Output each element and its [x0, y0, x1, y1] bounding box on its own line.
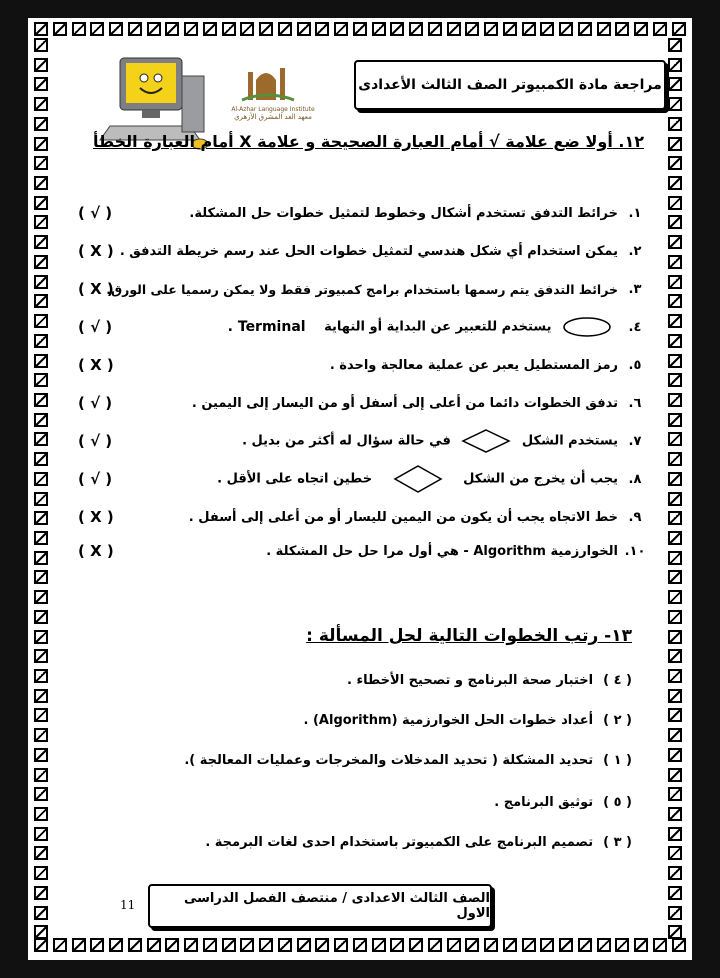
border-square-icon — [668, 77, 682, 91]
border-square-icon — [34, 393, 48, 407]
border-square-icon — [34, 294, 48, 308]
border-square-icon — [34, 590, 48, 604]
border-square-icon — [372, 22, 386, 36]
border-square-icon — [428, 22, 442, 36]
answer-mark: ( √ ) — [78, 394, 113, 412]
border-square-icon — [315, 22, 329, 36]
order-number: ( ٣ ) — [603, 834, 632, 850]
border-square-icon — [34, 97, 48, 111]
border-square-icon — [672, 22, 686, 36]
order-row — [494, 788, 632, 816]
decision-diamond-icon — [393, 464, 443, 494]
border-square-icon — [297, 22, 311, 36]
border-square-icon — [34, 334, 48, 348]
order-row — [205, 828, 632, 856]
answer-mark: ( X ) — [78, 280, 114, 298]
border-square-icon — [34, 866, 48, 880]
order-number: ( ٤ ) — [603, 672, 632, 688]
border-square-icon — [34, 846, 48, 860]
border-square-icon — [668, 787, 682, 801]
border-square-icon — [668, 137, 682, 151]
border-square-icon — [668, 235, 682, 249]
question-row — [68, 350, 652, 380]
border-square-icon — [147, 22, 161, 36]
border-square-icon — [109, 938, 123, 952]
border-square-icon — [615, 22, 629, 36]
border-square-icon — [34, 630, 48, 644]
border-square-icon — [240, 938, 254, 952]
border-square-icon — [668, 156, 682, 170]
question-row — [68, 388, 652, 418]
question-text: خرائط التدفق يتم رسمها باستخدام برامج كمبيوتر فقط ولا يمكن رسميا على الورق. — [106, 281, 618, 297]
border-square-icon — [668, 354, 682, 368]
border-square-icon — [90, 22, 104, 36]
border-square-icon — [372, 938, 386, 952]
question-row — [68, 198, 652, 228]
border-square-icon — [503, 22, 517, 36]
border-square-icon — [668, 610, 682, 624]
footer-box — [148, 884, 492, 928]
order-row — [184, 746, 632, 774]
border-top — [28, 22, 692, 40]
border-square-icon — [109, 22, 123, 36]
question-number: ١. — [628, 205, 642, 221]
border-square-icon — [34, 58, 48, 72]
page-title: مراجعة مادة الكمبيوتر الصف الثالث الأعدادى — [358, 77, 662, 93]
border-square-icon — [668, 275, 682, 289]
border-square-icon — [668, 255, 682, 269]
answer-mark: ( √ ) — [78, 318, 113, 336]
border-square-icon — [484, 938, 498, 952]
page-number: 11 — [120, 898, 136, 912]
border-square-icon — [34, 156, 48, 170]
border-square-icon — [34, 708, 48, 722]
question-number: ٦. — [628, 395, 642, 411]
border-square-icon — [672, 938, 686, 952]
border-square-icon — [597, 22, 611, 36]
border-square-icon — [409, 22, 423, 36]
border-square-icon — [34, 807, 48, 821]
border-square-icon — [315, 938, 329, 952]
decision-diamond-icon — [461, 428, 511, 454]
border-square-icon — [668, 551, 682, 565]
border-square-icon — [634, 22, 648, 36]
border-square-icon — [668, 294, 682, 308]
border-square-icon — [34, 570, 48, 584]
border-square-icon — [447, 938, 461, 952]
border-square-icon — [34, 669, 48, 683]
border-square-icon — [34, 255, 48, 269]
question-row — [68, 236, 652, 266]
border-square-icon — [147, 938, 161, 952]
border-square-icon — [34, 432, 48, 446]
order-text: أعداد خطوات الحل الخوارزمية (Algorithm) . — [303, 712, 594, 728]
border-square-icon — [668, 906, 682, 920]
order-row — [304, 706, 632, 734]
border-square-icon — [34, 413, 48, 427]
border-square-icon — [165, 938, 179, 952]
section1-number: ١٢. — [618, 132, 644, 151]
border-left — [34, 38, 52, 940]
question-text-part: يستخدم الشكل — [521, 433, 618, 449]
border-square-icon — [668, 827, 682, 841]
border-square-icon — [668, 531, 682, 545]
border-square-icon — [540, 22, 554, 36]
border-square-icon — [34, 649, 48, 663]
order-text: تصميم البرنامج على الكمبيوتر باستخدام احدى لغات البرمجة . — [205, 834, 594, 850]
border-square-icon — [668, 492, 682, 506]
border-square-icon — [34, 689, 48, 703]
border-square-icon — [34, 610, 48, 624]
question-text — [68, 316, 618, 338]
border-square-icon — [540, 938, 554, 952]
answer-mark: ( √ ) — [78, 470, 113, 488]
border-square-icon — [615, 938, 629, 952]
border-square-icon — [668, 689, 682, 703]
border-square-icon — [668, 334, 682, 348]
border-square-icon — [128, 22, 142, 36]
order-text: توثيق البرنامج . — [494, 794, 594, 810]
border-square-icon — [668, 748, 682, 762]
border-square-icon — [34, 314, 48, 328]
border-square-icon — [90, 938, 104, 952]
border-square-icon — [668, 117, 682, 131]
border-square-icon — [559, 22, 573, 36]
border-square-icon — [668, 196, 682, 210]
terminal-oval-icon — [562, 316, 612, 338]
footer-text: الصف الثالث الاعدادى / منتصف الفصل الدراسى الاول — [183, 891, 490, 921]
question-number: ٩. — [628, 509, 642, 525]
question-text — [68, 428, 618, 454]
border-square-icon — [34, 22, 48, 36]
border-square-icon — [668, 669, 682, 683]
question-text-part: في حالة سؤال له أكثر من بديل . — [242, 433, 451, 449]
border-square-icon — [447, 22, 461, 36]
question-row — [68, 312, 652, 342]
border-square-icon — [668, 708, 682, 722]
border-square-icon — [668, 590, 682, 604]
page-title-box — [354, 60, 666, 110]
border-square-icon — [72, 22, 86, 36]
border-square-icon — [34, 492, 48, 506]
border-square-icon — [522, 22, 536, 36]
mosque-icon — [218, 62, 328, 102]
border-square-icon — [668, 97, 682, 111]
border-square-icon — [34, 176, 48, 190]
border-bottom — [28, 938, 692, 956]
question-text: تدفق الخطوات دائما من أعلى إلى أسفل أو من اليسار إلى اليمين . — [191, 395, 618, 411]
question-number: ٥. — [628, 357, 642, 373]
border-square-icon — [390, 22, 404, 36]
answer-mark: ( X ) — [78, 508, 114, 526]
border-square-icon — [668, 176, 682, 190]
section2-heading: ١٣- رتب الخطوات التالية لحل المسألة : — [306, 626, 632, 646]
question-number: ٨. — [628, 471, 642, 487]
border-square-icon — [484, 22, 498, 36]
border-square-icon — [34, 275, 48, 289]
border-square-icon — [353, 22, 367, 36]
question-number: ٧. — [628, 433, 642, 449]
border-square-icon — [668, 630, 682, 644]
border-square-icon — [184, 22, 198, 36]
border-square-icon — [34, 38, 48, 52]
question-text: خرائط التدفق تستخدم أشكال وخطوط لتمثيل خطوات حل المشكلة. — [189, 205, 618, 221]
question-row — [68, 502, 652, 532]
border-square-icon — [522, 938, 536, 952]
question-number: ٢. — [628, 243, 642, 259]
border-square-icon — [222, 938, 236, 952]
border-square-icon — [259, 938, 273, 952]
answer-mark: ( √ ) — [78, 204, 113, 222]
border-square-icon — [409, 938, 423, 952]
border-square-icon — [53, 938, 67, 952]
border-square-icon — [34, 137, 48, 151]
question-number: ٣. — [628, 281, 642, 297]
border-square-icon — [34, 531, 48, 545]
border-square-icon — [34, 235, 48, 249]
question-row — [68, 536, 652, 566]
border-square-icon — [34, 938, 48, 952]
border-square-icon — [668, 215, 682, 229]
border-square-icon — [668, 866, 682, 880]
border-square-icon — [668, 846, 682, 860]
border-square-icon — [203, 22, 217, 36]
answer-mark: ( X ) — [78, 242, 114, 260]
border-square-icon — [653, 22, 667, 36]
border-square-icon — [668, 570, 682, 584]
institute-logo — [218, 62, 328, 122]
logo-text-en: Al-Azhar Language Institute — [231, 106, 315, 113]
border-square-icon — [34, 452, 48, 466]
border-square-icon — [668, 38, 682, 52]
question-text: رمز المستطيل يعبر عن عملية معالجة واحدة . — [329, 357, 618, 373]
border-square-icon — [278, 22, 292, 36]
question-text: خط الاتجاه يجب أن يكون من اليمين لليسار أو من أعلى إلى أسفل . — [188, 509, 618, 525]
border-square-icon — [668, 58, 682, 72]
border-square-icon — [128, 938, 142, 952]
question-text-part: Terminal . — [227, 318, 306, 335]
border-square-icon — [34, 117, 48, 131]
question-text: الخوارزمية Algorithm - هي أول مرا حل حل المشكلة . — [266, 543, 618, 559]
question-row — [68, 426, 652, 456]
border-square-icon — [634, 938, 648, 952]
border-square-icon — [34, 728, 48, 742]
border-square-icon — [34, 373, 48, 387]
border-square-icon — [668, 886, 682, 900]
border-square-icon — [240, 22, 254, 36]
question-text-part: يجب أن يخرج من الشكل — [463, 471, 618, 487]
border-square-icon — [668, 728, 682, 742]
border-square-icon — [278, 938, 292, 952]
border-square-icon — [668, 925, 682, 939]
question-text-part: خطين اتجاه على الأقل . — [217, 471, 373, 487]
border-square-icon — [668, 373, 682, 387]
border-square-icon — [34, 196, 48, 210]
question-text-part: يستخدم للتعبير عن البداية أو النهاية — [324, 319, 552, 335]
border-square-icon — [428, 938, 442, 952]
border-square-icon — [668, 452, 682, 466]
border-square-icon — [668, 807, 682, 821]
question-number: ١٠. — [624, 543, 646, 559]
border-square-icon — [578, 938, 592, 952]
question-text — [68, 464, 618, 494]
border-square-icon — [203, 938, 217, 952]
question-row — [68, 274, 652, 304]
order-number: ( ٢ ) — [603, 712, 632, 728]
border-square-icon — [465, 938, 479, 952]
question-text: يمكن استخدام أي شكل هندسي لتمثيل خطوات الحل عند رسم خريطة التدفق . — [119, 243, 618, 259]
answer-mark: ( X ) — [78, 356, 114, 374]
border-square-icon — [259, 22, 273, 36]
logo-text-ar: معهد الغد المشرق الأزهري — [234, 113, 312, 121]
question-row — [68, 464, 652, 494]
order-text: اختبار صحة البرنامج و تصحيح الأخطاء . — [346, 672, 594, 688]
border-square-icon — [184, 938, 198, 952]
border-square-icon — [34, 748, 48, 762]
question-number: ٤. — [628, 319, 642, 335]
border-square-icon — [578, 22, 592, 36]
border-square-icon — [222, 22, 236, 36]
border-square-icon — [34, 906, 48, 920]
border-square-icon — [503, 938, 517, 952]
border-square-icon — [34, 925, 48, 939]
border-square-icon — [72, 938, 86, 952]
border-square-icon — [668, 432, 682, 446]
answer-mark: ( √ ) — [78, 432, 113, 450]
border-square-icon — [34, 787, 48, 801]
border-square-icon — [34, 886, 48, 900]
order-number: ( ١ ) — [603, 752, 632, 768]
border-square-icon — [390, 938, 404, 952]
border-square-icon — [668, 393, 682, 407]
border-square-icon — [465, 22, 479, 36]
border-square-icon — [353, 938, 367, 952]
border-right — [668, 38, 686, 940]
border-square-icon — [34, 827, 48, 841]
border-square-icon — [668, 649, 682, 663]
border-square-icon — [34, 768, 48, 782]
section1-heading-text: أولا ضع علامة √ أمام العبارة الصحيحة و علامة X أمام العبارة الخطأ — [93, 132, 613, 151]
section1-heading — [93, 132, 644, 151]
border-square-icon — [559, 938, 573, 952]
border-square-icon — [53, 22, 67, 36]
border-square-icon — [34, 511, 48, 525]
border-square-icon — [334, 938, 348, 952]
order-text: تحديد المشكلة ( تحديد المدخلات والمخرجات وعمليات المعالجة ). — [184, 752, 594, 768]
border-square-icon — [165, 22, 179, 36]
border-square-icon — [668, 314, 682, 328]
border-square-icon — [668, 511, 682, 525]
border-square-icon — [34, 215, 48, 229]
border-square-icon — [34, 472, 48, 486]
answer-mark: ( X ) — [78, 542, 114, 560]
border-square-icon — [34, 77, 48, 91]
order-number: ( ٥ ) — [603, 794, 632, 810]
border-square-icon — [668, 413, 682, 427]
border-square-icon — [653, 938, 667, 952]
border-square-icon — [297, 938, 311, 952]
order-row — [347, 666, 632, 694]
border-square-icon — [34, 551, 48, 565]
border-square-icon — [668, 472, 682, 486]
border-square-icon — [334, 22, 348, 36]
border-square-icon — [668, 768, 682, 782]
border-square-icon — [597, 938, 611, 952]
border-square-icon — [34, 354, 48, 368]
worksheet-page — [28, 18, 692, 960]
